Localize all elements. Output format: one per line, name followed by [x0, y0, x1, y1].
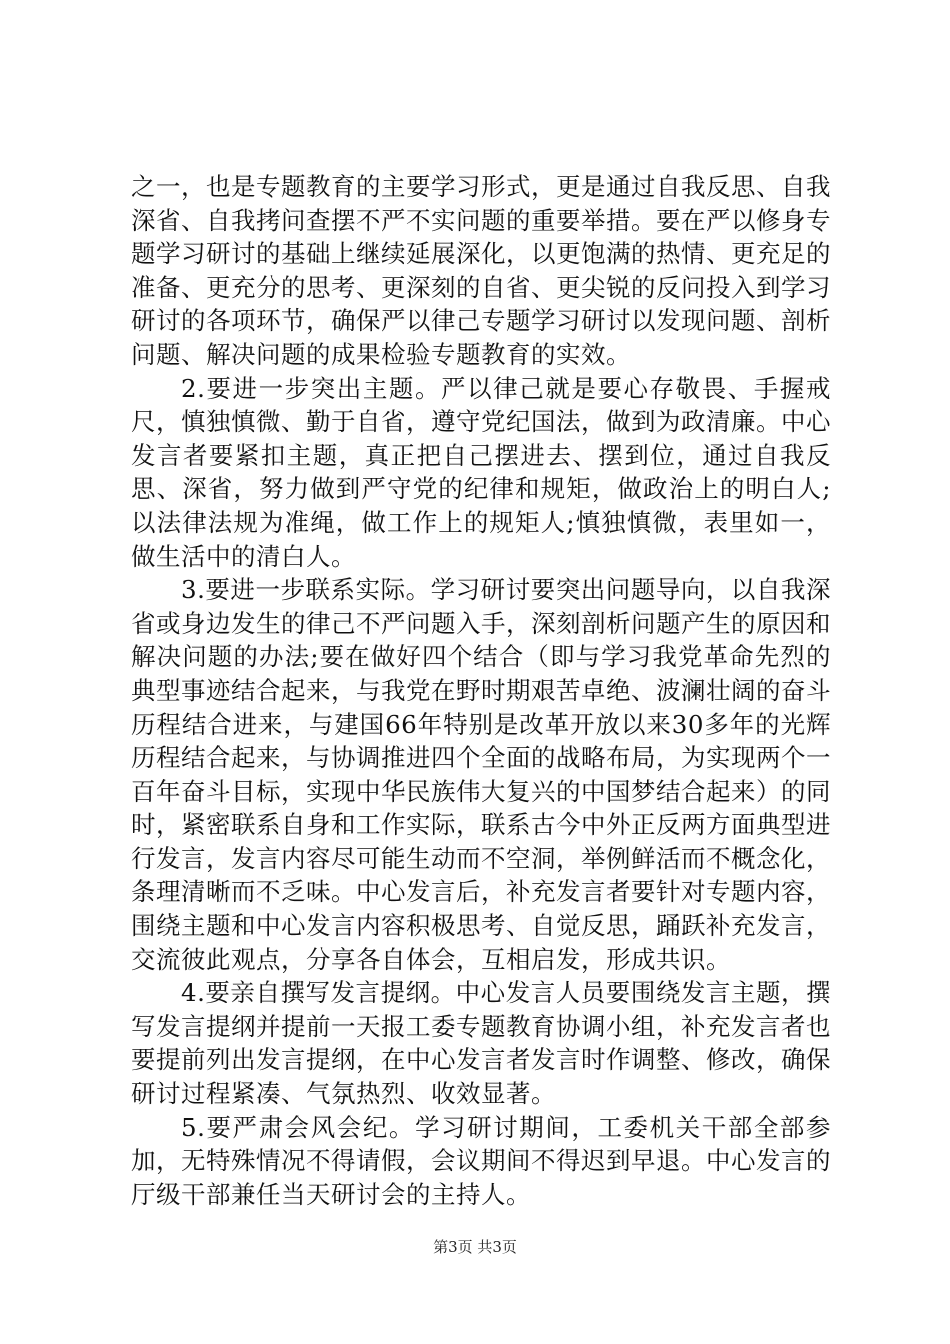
page-total: 共3页 — [477, 1238, 517, 1256]
document-body — [131, 170, 831, 1211]
paragraph-item-2: 2.要进一步突出主题。严以律己就是要心存敬畏、手握戒尺，慎独慎微、勤于自省，遵守党纪国法，做到为政清廉。中心发言者要紧扣主题，真正把自己摆进去、摆到位，通过自我反思、深省，努力做到严守党的纪律和规矩，做政治上的明白人;以法律法规为准绳，做工作上的规矩人;慎独慎微，表里如一，做生活中的清白人。 — [131, 373, 831, 571]
paragraph-continuation: 之一，也是专题教育的主要学习形式，更是通过自我反思、自我深省、自我拷问查摆不严不实问题的重要举措。要在严以修身专题学习研讨的基础上继续延展深化，以更饱满的热情、更充足的准备、更充分的思考、更深刻的自省、更尖锐的反问投入到学习研讨的各项环节，确保严以律己专题学习研讨以发现问题、剖析问题、解决问题的成果检验专题教育的实效。 — [131, 172, 831, 369]
paragraph-item-4: 4.要亲自撰写发言提纲。中心发言人员要围绕发言主题，撰写发言提纲并提前一天报工委专题教育协调小组，补充发言者也要提前列出发言提纲，在中心发言者发言时作调整、修改，确保研讨过程紧凑、气氛热烈、收效显著。 — [131, 978, 831, 1109]
paragraph-item-5: 5.要严肃会风会纪。学习研讨期间，工委机关干部全部参加，无特殊情况不得请假，会议期间不得迟到早退。中心发言的厅级干部兼任当天研讨会的主持人。 — [131, 1112, 831, 1209]
paragraph-item-3: 3.要进一步联系实际。学习研讨要突出问题导向，以自我深省或身边发生的律己不严问题入手，深刻剖析问题产生的原因和解决问题的办法;要在做好四个结合（即与学习我党革命先烈的典型事迹结合起来，与我党在野时期艰苦卓绝、波澜壮阔的奋斗历程结合进来，与建国66年特别是改革开放以来30多年的光辉历程结合起来，与协调推进四个全面的战略布局，为实现两个一百年奋斗目标，实现中华民族伟大复兴的中国梦结合起来）的同时，紧密联系自身和工作实际，联系古今中外正反两方面典型进行发言，发言内容尽可能生动而不空洞，举例鲜活而不概念化，条理清晰而不乏味。中心发言后，补充发言者要针对专题内容，围绕主题和中心发言内容积极思考、自觉反思，踊跃补充发言，交流彼此观点，分享各自体会，互相启发，形成共识。 — [131, 575, 831, 974]
page-footer — [0, 1237, 950, 1257]
page-number: 第3页 — [433, 1238, 473, 1256]
